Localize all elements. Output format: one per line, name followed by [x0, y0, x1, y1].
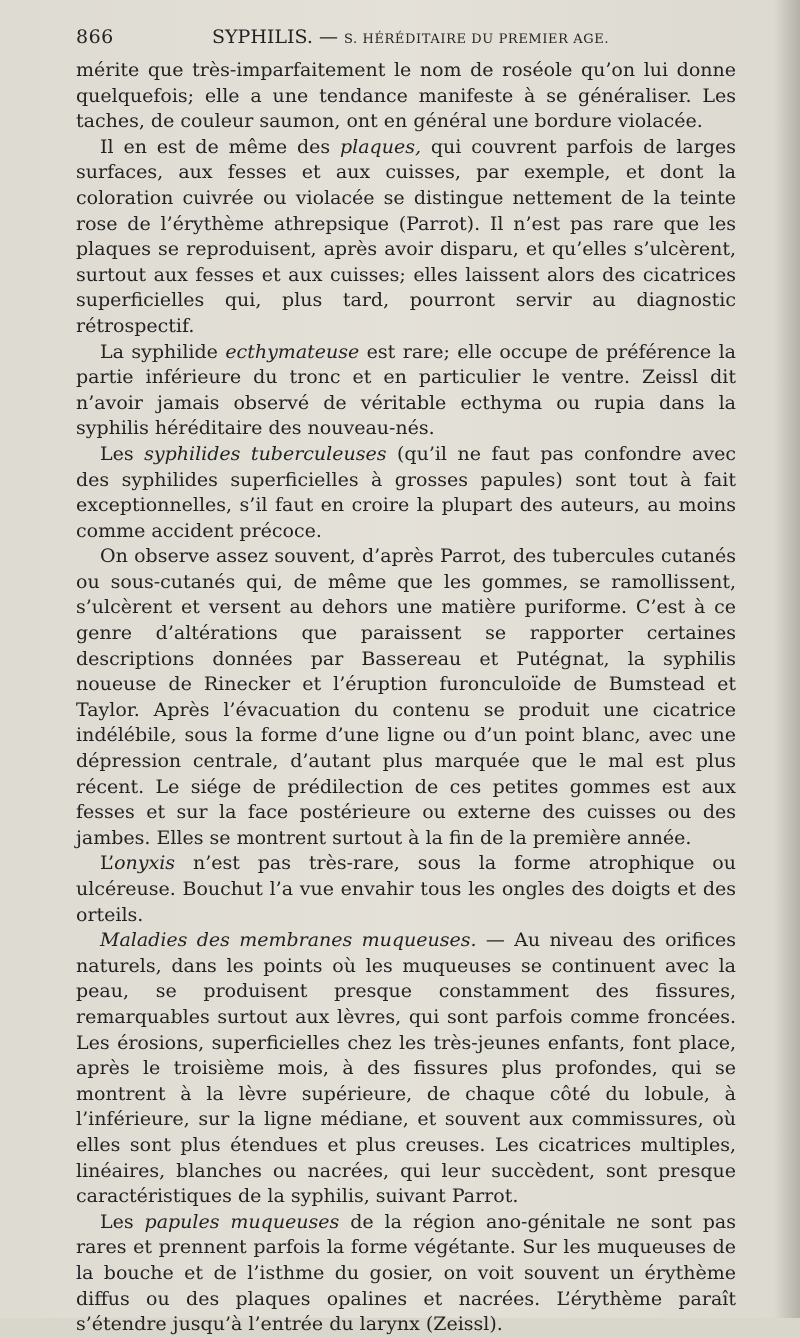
body-text — [76, 58, 736, 1338]
running-title-sub: S. HÉRÉDITAIRE DU PREMIER AGE. — [344, 32, 610, 47]
text-run: n’est pas très-rare, sous la forme atrophique ou ulcéreuse. Bouchut l’a vue envahir tous les ongles des doigts et des orteils. — [76, 852, 736, 926]
page-edge-shadow — [774, 0, 800, 1318]
paragraph — [76, 1210, 736, 1338]
text-run: L’ — [100, 852, 115, 875]
text-run: est rare; elle occupe de préférence la partie inférieure du tronc et en particulier le ventre. Zeissl dit n’avoir jamais observé de véritable ecthyma ou rupia dans la syphilis héréditaire des nouveau-nés. — [76, 340, 737, 440]
paragraph — [76, 58, 736, 135]
text-run: Les — [100, 1210, 145, 1233]
text-run: qui couvrent parfois de larges surfaces, aux fesses et aux cuisses, par exemple, et dont la coloration cuivrée ou violacée se distingue nettement de la teinte rose de l’érythème athrepsique (Parrot). Il n’est pas rare que les plaques se reproduisent, après avoir disparu, et qu’elles s’ulcèrent, surtout aux fesses et aux cuisses; elles laissent alors des cicatrices superficielles qui, plus tard, pourront servir au diagnostic rétrospectif. — [76, 135, 736, 337]
italic-text: Maladies des membranes muqueuses. — [100, 929, 477, 952]
running-header — [76, 26, 736, 54]
italic-text: syphilides tuberculeuses — [144, 442, 387, 465]
text-run: Il en est de même des — [100, 135, 340, 158]
paragraph — [76, 135, 736, 340]
italic-text: onyxis — [114, 852, 176, 875]
running-title — [212, 26, 609, 48]
paragraph — [76, 851, 736, 928]
paragraph — [76, 544, 736, 851]
italic-text: ecthymateuse — [225, 340, 360, 363]
running-title-main: SYPHILIS. — [212, 26, 313, 48]
text-run: — Au niveau des orifices naturels, dans les points où les muqueuses se continuent avec la peau, se produisent presque constamment des fissures, remarquables surtout aux lèvres, qui sont parfois comme froncées. Les érosions, superficielles chez les très-jeunes enfants, font place, après le troisième mois, à des fissures plus profondes, qui se montrent à la lèvre supérieure, de chaque côté du lobule, à l’inférieure, sur la ligne médiane, et souvent aux commissures, où elles sont plus étendues et plus creuses. Les cicatrices multiples, linéaires, blanches ou nacrées, qui leur succèdent, sont presque caractéristiques de la syphilis, suivant Parrot. — [76, 929, 736, 1208]
paragraph — [76, 340, 736, 442]
text-run: mérite que très-imparfaitement le nom de roséole qu’on lui donne quelquefois; elle a une tendance manifeste à se généraliser. Les taches, de couleur saumon, ont en général une bordure violacée. — [76, 59, 736, 133]
page-number: 866 — [76, 26, 114, 48]
italic-text: plaques, — [339, 135, 421, 158]
paragraph — [76, 442, 736, 544]
text-run: On observe assez souvent, d’après Parrot, des tubercules cutanés ou sous-cutanés qui, de même que les gommes, se ramollissent, s’ulcèrent et versent au dehors une matière puriforme. C’est à ce genre d’altérations que paraissent se rapporter certaines descriptions données par Bassereau et Putégnat, la syphilis noueuse de Rinecker et l’éruption furonculoïde de Bumstead et Taylor. Après l’évacuation du contenu se produit une cicatrice indélébile, sous la forme d’une ligne ou d’un point blanc, avec une dépression centrale, d’autant plus marquée que le mal est plus récent. Le siége de prédilection de ces petites gommes est aux fesses et sur la face postérieure ou externe des cuisses ou des jambes. Elles se montrent surtout à la fin de la première année. — [76, 545, 736, 849]
italic-text: papules muqueuses — [144, 1210, 340, 1233]
text-run: (qu’il ne faut pas confondre avec des syphilides superficielles à grosses papules) sont tout à fait exceptionnelles, s’il faut en croire la plupart des auteurs, au moins comme accident précoce. — [76, 442, 737, 542]
paragraph — [76, 928, 736, 1210]
text-run: La syphilide — [100, 340, 226, 363]
running-title-dash: — — [312, 26, 345, 48]
text-run: Les — [100, 442, 145, 465]
text-run: de la région ano-génitale ne sont pas rares et prennent parfois la forme végétante. Sur les muqueuses de la bouche et de l’isthme du gosier, on voit souvent un érythème diffus ou des plaques opalines et nacrées. L’érythème paraît s’étendre jusqu’à l’entrée du larynx (Zeissl). — [76, 1210, 736, 1336]
